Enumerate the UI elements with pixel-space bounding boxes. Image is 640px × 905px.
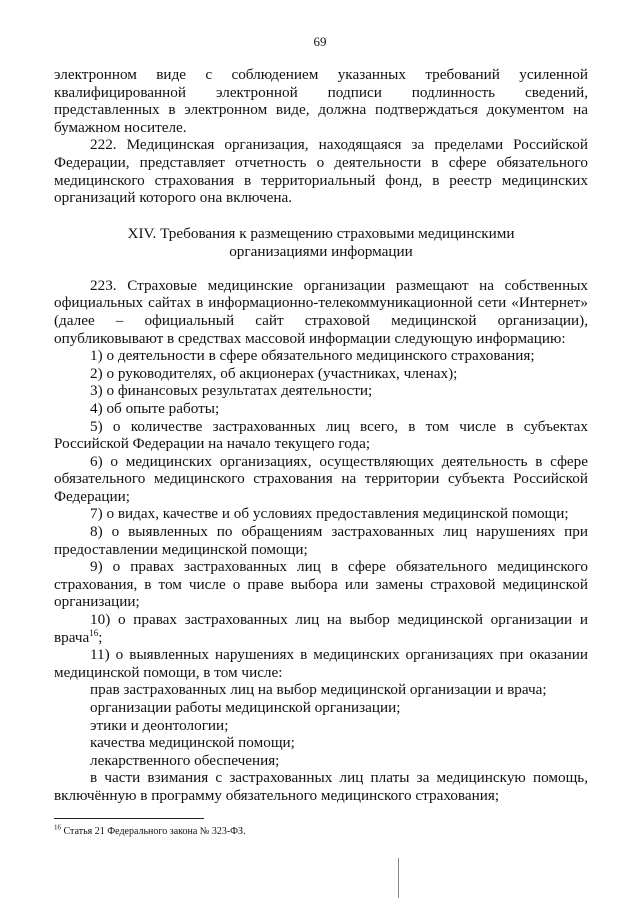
list-item-1: 1) о деятельности в сфере обязательного медицинского страхования; (90, 347, 535, 365)
paragraph-222: 222. Медицинская организация, находящаяся за пределами Российской Федерации, представляет отчетность о деятельности в сфере обязательного медицинского страхования в территориальный фонд, в реестр медицинских организаций которого она включена. (54, 136, 588, 207)
section-heading (54, 225, 588, 261)
document-body (54, 66, 588, 805)
sub-item-2: организации работы медицинской организации; (90, 699, 401, 716)
scan-artifact-line (398, 858, 399, 898)
paragraph-continuation: электронном виде с соблюдением указанных требований усиленной квалифицированной электронной подписи подлинность сведений, представленных в электронном виде, должна подтверждаться документом на бумажном носителе. (54, 66, 588, 136)
list-item-10-end: ; (98, 628, 103, 646)
sub-item-3: этики и деонтологии; (90, 716, 229, 734)
list-item-10 (54, 611, 588, 646)
section-heading-line1: XIV. Требования к размещению страховыми медицинскими (127, 224, 515, 242)
section-heading-line2: организациями информации (229, 242, 413, 260)
sub-item-6: в части взимания с застрахованных лиц платы за медицинскую помощь, включённую в программу обязательного медицинского страхования; (54, 769, 588, 804)
list-item-2: 2) о руководителях, об акционерах (участниках, членах); (90, 364, 458, 382)
list-item-8: 8) о выявленных по обращениям застрахованных лиц нарушениях при предоставлении медицинской помощи; (54, 523, 588, 558)
page-number: 69 (313, 34, 327, 49)
footnote-divider (54, 818, 204, 819)
list-item-6: 6) о медицинских организациях, осуществляющих деятельность в сфере обязательного медицинского страхования на территории субъекта Российской Федерации; (54, 452, 588, 505)
footnote (54, 823, 246, 838)
sub-item-5: лекарственного обеспечения; (90, 751, 280, 769)
list-item-9: 9) о правах застрахованных лиц в сфере обязательного медицинского страхования, в том числе о праве выбора или замены страховой медицинской организации; (54, 558, 588, 611)
footnote-mark: 16 (54, 823, 61, 832)
list-item-10-text: 10) о правах застрахованных лиц на выбор медицинской организации и врача (54, 611, 588, 646)
footnote-reference: 16 (89, 627, 99, 638)
list-item-5: 5) о количестве застрахованных лиц всего, в том числе в субъектах Российской Федерации на начало текущего года; (54, 417, 588, 453)
sub-item-4: качества медицинской помощи; (90, 734, 295, 752)
list-item-7: 7) о видах, качестве и об условиях предоставления медицинской помощи; (90, 505, 569, 523)
list-item-11: 11) о выявленных нарушениях в медицинских организациях при оказании медицинской помощи, в том числе: (54, 646, 588, 681)
paragraph-223: 223. Страховые медицинские организации размещают на собственных официальных сайтах в информационно-телекоммуникационной сети «Интернет» (далее – официальный сайт страховой медицинской организации), опубликовывают в средствах массовой информации следующую информацию: (54, 276, 588, 347)
sub-item-1: прав застрахованных лиц на выбор медицинской организации и врача; (90, 681, 547, 699)
list-item-3: 3) о финансовых результатах деятельности; (90, 382, 373, 400)
footnote-text: Статья 21 Федерального закона № 323-ФЗ. (63, 826, 246, 837)
list-item-4: 4) об опыте работы; (90, 399, 220, 417)
